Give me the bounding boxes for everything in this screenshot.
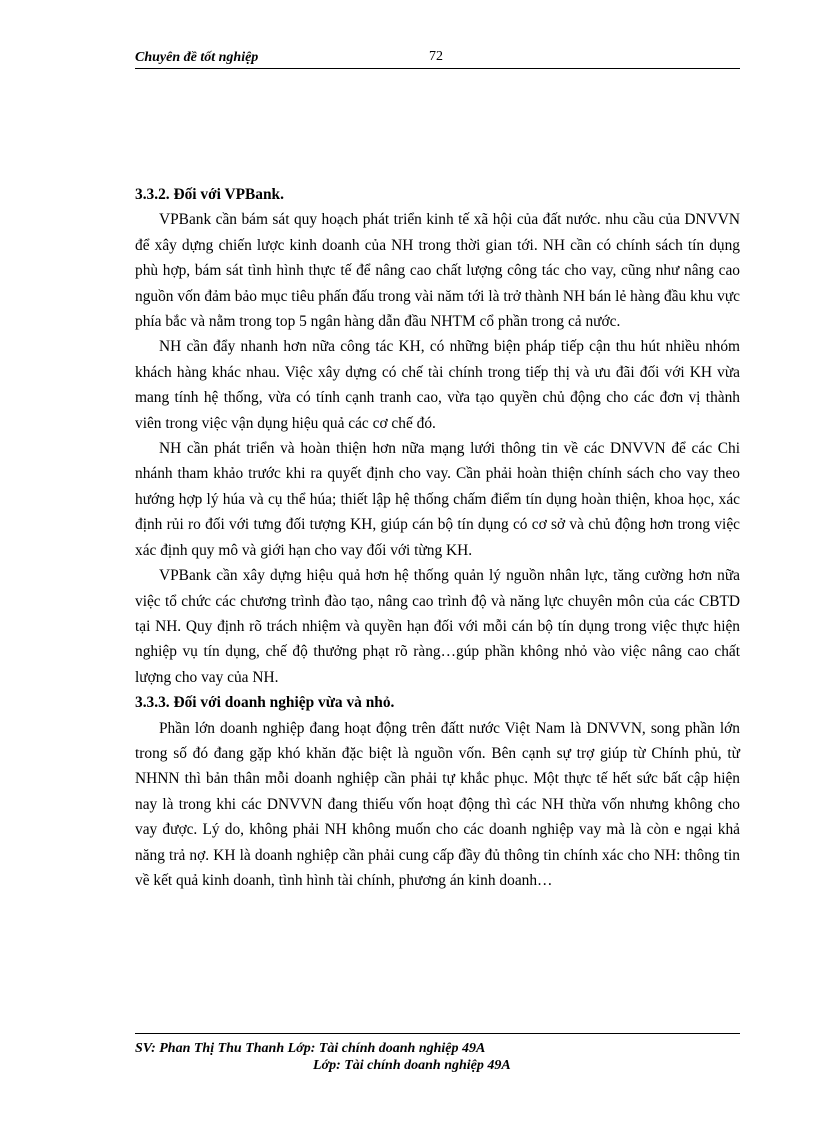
paragraph: VPBank cần xây dựng hiệu quả hơn hệ thống quản lý nguồn nhân lực, tăng cường hơn nữa việc tổ chức các chương trình đào tạo, nâng cao trình độ và năng lực chuyên môn của các CBTD tại NH. Quy định rõ trách nhiệm và quyền hạn đối với mỗi cán bộ tín dụng trong việc thực hiện nghiệp vụ tín dụng, chế độ thưởng phạt rõ ràng…gúp phần không nhỏ vào việc nâng cao chất lượng cho vay của NH.	[135, 567, 740, 686]
page-footer	[135, 1033, 740, 1074]
paragraph: NH cần đẩy nhanh hơn nữa công tác KH, có những biện pháp tiếp cận thu hút nhiều nhóm khách hàng khác nhau. Việc xây dựng có chế tài chính trong tiếp thị và ưu đãi đối với KH vừa mang tính hệ thống, vừa có tính cạnh tranh cao, vừa tạo quyền chủ động cho các đơn vị thành viên trong việc vận dụng hiệu quả các cơ chế đó.	[135, 338, 740, 432]
section-heading-332: 3.3.2. Đối với VPBank.	[135, 186, 284, 203]
footer-class-line: Lớp: Tài chính doanh nghiệp 49A	[313, 1058, 511, 1073]
header-title: Chuyên đề tốt nghiệp	[135, 50, 259, 65]
section-heading-333: 3.3.3. Đối với doanh nghiệp vừa và nhỏ.	[135, 694, 395, 712]
paragraph: Phần lớn doanh nghiệp đang hoạt động trên đấtt nước Việt Nam là DNVVN, song phần lớn trong số đó đang gặp khó khăn đặc biệt là nguồn vốn. Bên cạnh sự trợ giúp từ Chính phủ, từ NHNN thì bản thân mỗi doanh nghiệp cần phải tự khắc phục. Một thực tế hết sức bất cập hiện nay là trong khi các DNVVN đang thiếu vốn hoạt động thì các NH thừa vốn nhưng không cho vay được. Lý do, không phải NH không muốn cho các doanh nghiệp vay mà là còn e ngại khả năng trả nợ. KH là doanh nghiệp cần phải cung cấp đầy đủ thông tin chính xác cho NH: thông tin về kết quả kinh doanh, tình hình tài chính, phương án kinh doanh…	[135, 719, 740, 889]
page-header	[135, 48, 740, 69]
paragraph: VPBank cần bám sát quy hoạch phát triển kinh tế xã hội của đất nước. nhu cầu của DNVVN để xây dựng chiến lược kinh doanh của NH trong thời gian tới. NH cần có chính sách tín dụng phù hợp, bám sát tình hình thực tế để nâng cao chất lượng công tác cho vay, cũng như nâng cao nguồn vốn đảm bảo mục tiêu phấn đấu trong vài năm tới là trở thành NH bán lẻ hàng đầu khu vực phía bắc và nằm trong top 5 ngân hàng dẫn đầu NHTM cổ phần trong cả nước.	[135, 211, 740, 331]
page-number: 72	[429, 49, 443, 64]
paragraph: NH cần phát triển và hoàn thiện hơn nữa mạng lưới thông tin về các DNVVN để các Chi nhánh tham khảo trước khi ra quyết định cho vay. Cần phải hoàn thiện chính sách cho vay theo hướng hợp lý húa và cụ thể húa; thiết lập hệ thống chấm điểm tín dụng hoàn thiện, khoa học, xác định rủi ro đối với tưng đối tượng KH, giúp cán bộ tín dụng có cơ sở và chủ động hơn trong việc xác định quy mô và giới hạn cho vay đối với từng KH.	[135, 440, 740, 559]
document-body	[135, 182, 740, 893]
footer-author-line: SV: Phan Thị Thu Thanh Lớp: Tài chính doanh nghiệp 49A	[135, 1041, 486, 1056]
